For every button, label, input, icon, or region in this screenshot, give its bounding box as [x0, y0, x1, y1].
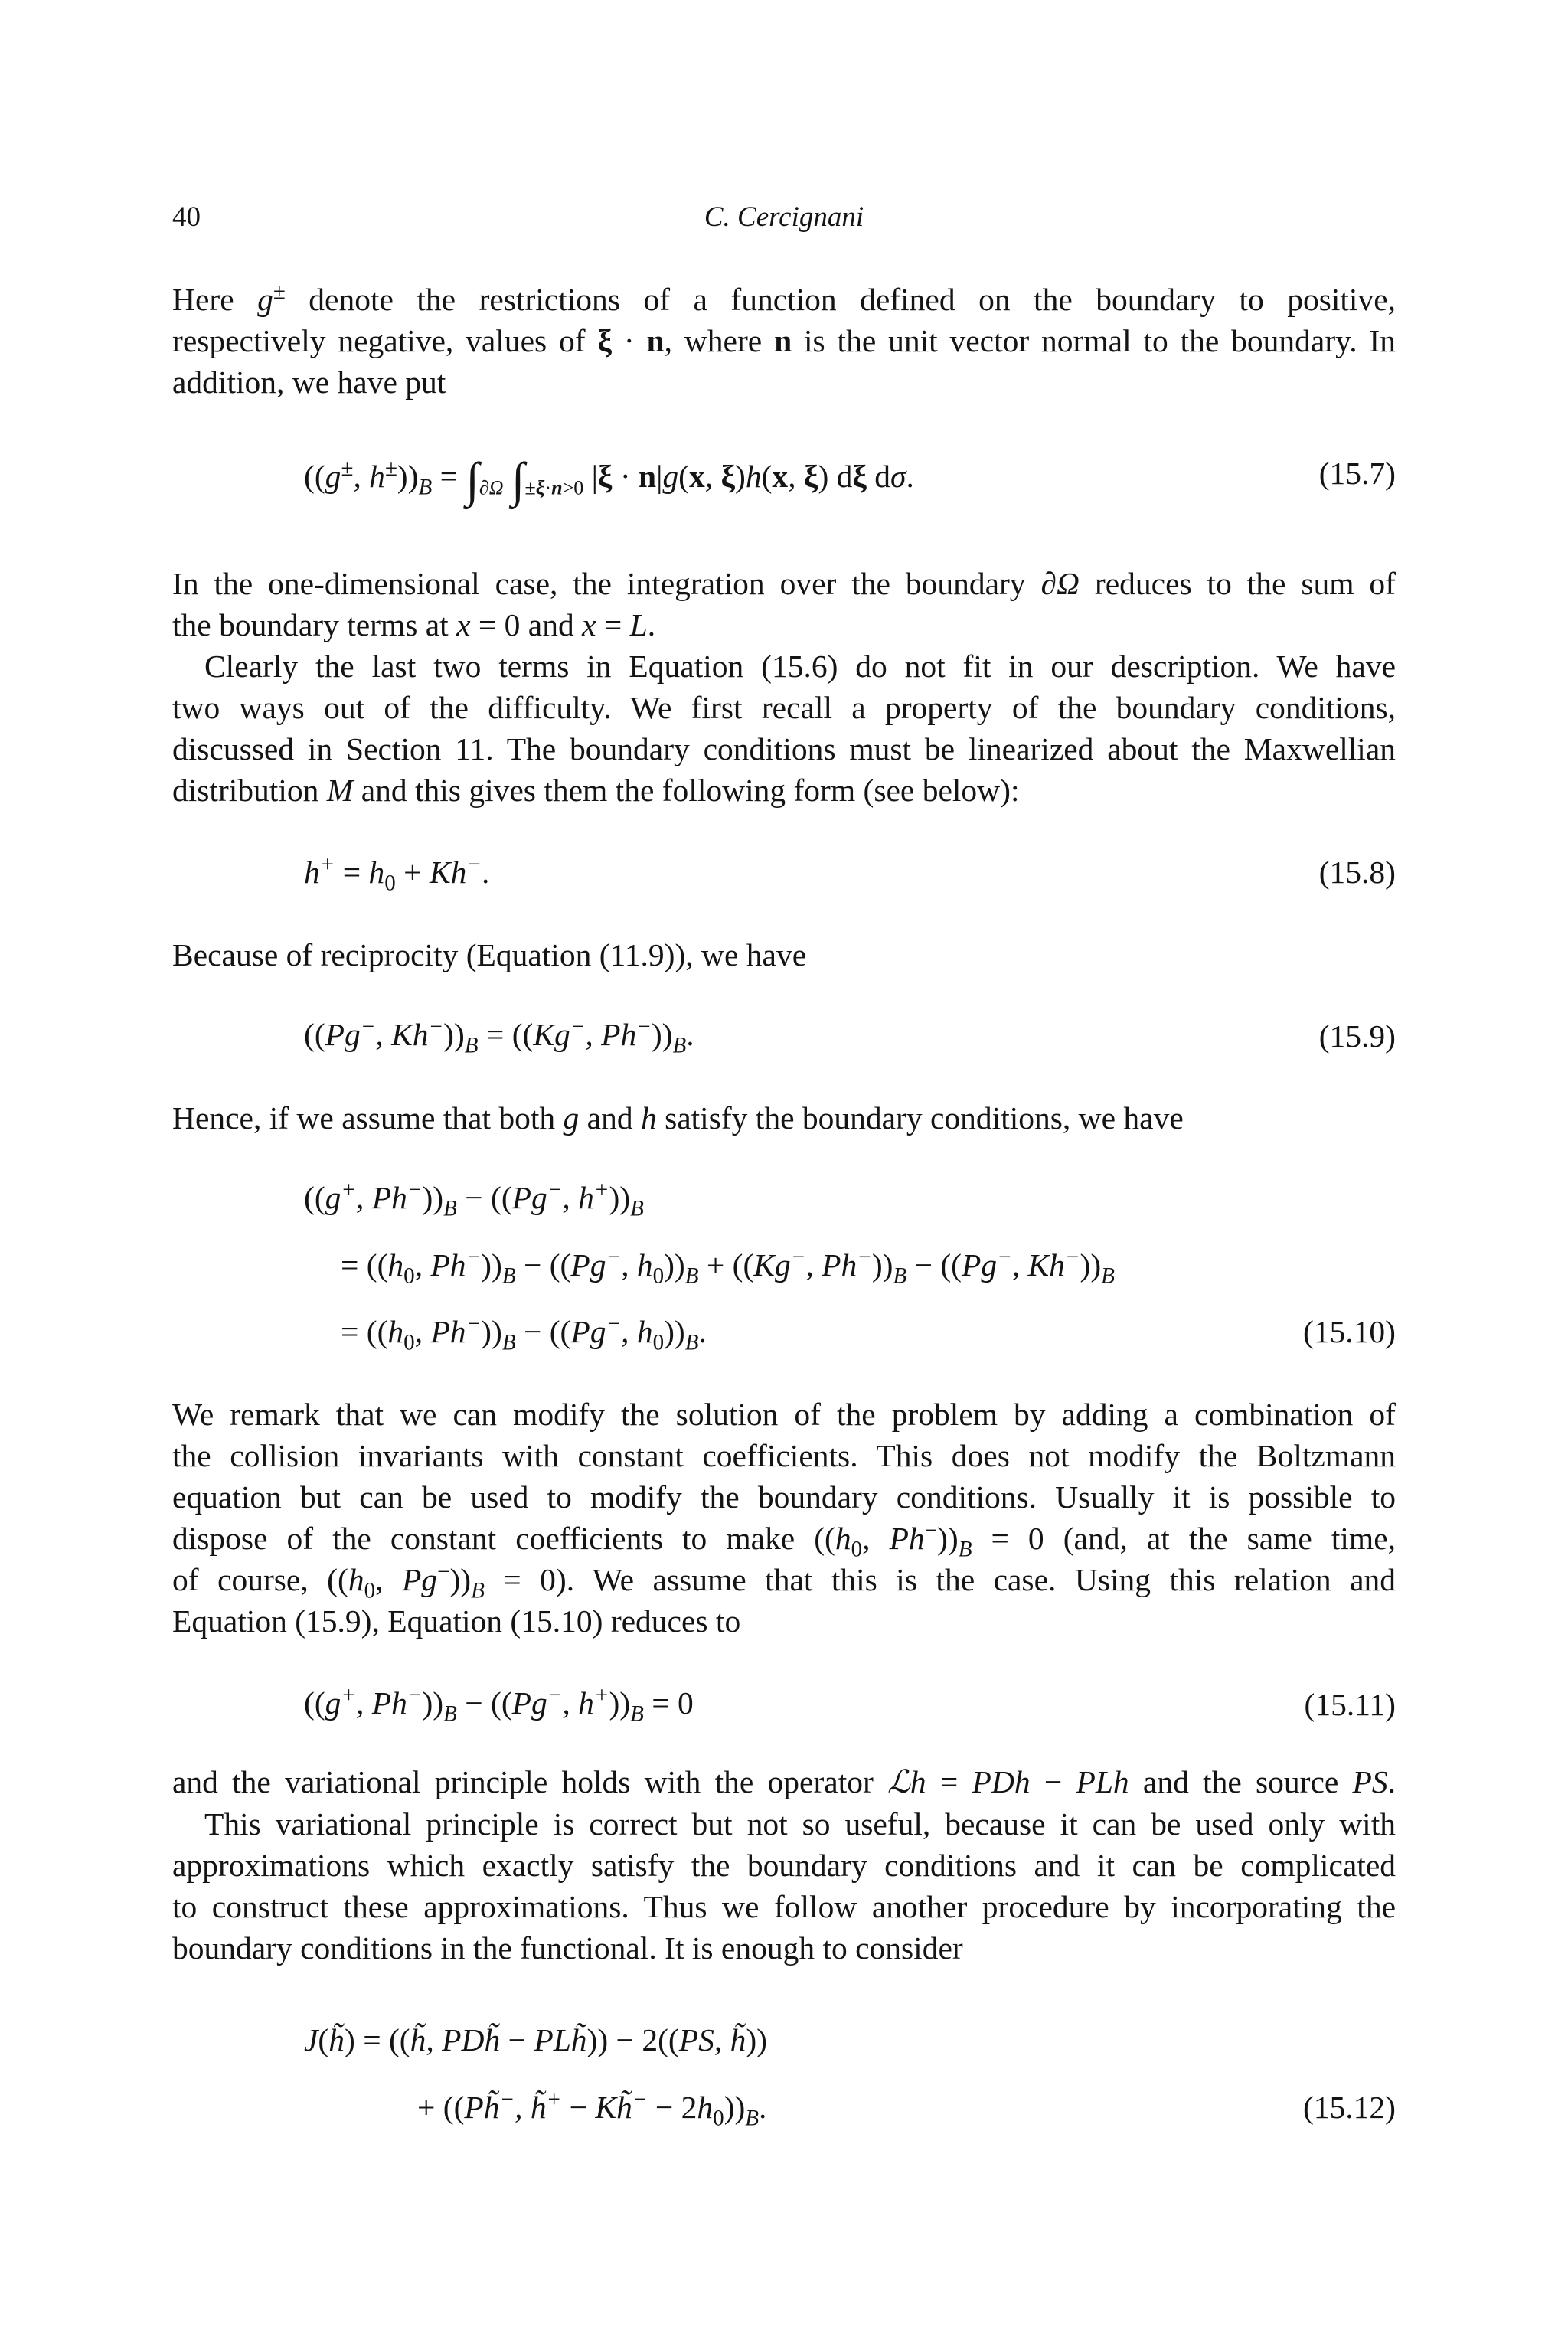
- paragraph-6: [172, 1394, 1396, 1642]
- text-line: We remark that we can modify the solution of the problem by adding a combination of: [172, 1397, 1396, 1432]
- equation-number: (15.11): [1304, 1687, 1396, 1722]
- text-line: In the one-dimensional case, the integration over the boundary ∂Ω reduces to the sum of: [172, 566, 1396, 601]
- equation-number: (15.7): [1318, 456, 1396, 491]
- equation-15-9: [172, 1016, 1396, 1077]
- text-line: distribution M and this gives them the following form (see below):: [172, 773, 1020, 808]
- equation-15-12: [172, 2021, 1396, 2167]
- equation-body: ((g±, $h^\pm))_B = \int_{\partial\Omega}$ $\int_{\pm\xi\cdot n>0}$ |ξ · n|g(x, ξ)h(x, ξ) dξ dσ.: [304, 453, 914, 507]
- equation-number: (15.12): [1302, 2090, 1396, 2125]
- text-line: Equation (15.9), Equation (15.10) reduces to: [172, 1603, 741, 1639]
- equation-line-3: = (($h_0$, $Ph^-))_B - ((Pg^-$, $h_0))_B$.: [341, 1312, 707, 1355]
- paragraph-3: [172, 645, 1396, 811]
- equation-line-2: + ((Ph̃−, h̃+ − Kh̃− − $2h_0))_B$.: [417, 2087, 767, 2131]
- text-line: of course, (($h_0$, $Pg^-))_B = 0$). We assume that this is the case. Using this relation and: [172, 1560, 1396, 1603]
- text-line: Here g± denote the restrictions of a function defined on the boundary to positive,: [172, 279, 1396, 317]
- paragraph-4: [172, 934, 1396, 976]
- text-line: respectively negative, values of ξ · n, where n is the unit vector normal to the boundary. In: [172, 323, 1396, 358]
- text-line: discussed in Section 11. The boundary conditions must be linearized about the Maxwellian: [172, 731, 1396, 766]
- text-line: Because of reciprocity (Equation (11.9)), we have: [172, 937, 807, 972]
- text-line: addition, we have put: [172, 364, 446, 400]
- equation-body: ((Pg−, $Kh^-))_B = ((Kg^-$, $Ph^-))_B$.: [304, 1015, 694, 1058]
- text-line: the boundary terms at x = 0 and x = L.: [172, 607, 656, 642]
- text-line: approximations which exactly satisfy the boundary conditions and it can be complicated: [172, 1848, 1396, 1883]
- equation-number: (15.10): [1302, 1314, 1396, 1349]
- equation-line-1: J(h̃) = ((h̃, PDh̃ − PLh̃)) − 2((PS, h̃)): [304, 2022, 767, 2057]
- paragraph-1: [172, 279, 1396, 403]
- equation-body: $h^+ = h_0 + Kh^-$.: [304, 852, 490, 896]
- text-line: Clearly the last two terms in Equation (15.6) do not fit in our description. We have: [204, 649, 1396, 684]
- equation-line-2: = (($h_0$, $Ph^-))_B - ((Pg^-$, $h_0))_B + ((Kg^-$, $Ph^-))_B - ((Pg^-$, $Kh^-))_B$: [341, 1245, 1115, 1289]
- equation-15-8: [172, 854, 1396, 915]
- page-header: [172, 201, 1396, 247]
- paragraph-7: [172, 1761, 1396, 1802]
- text-line: Hence, if we assume that both g and h satisfy the boundary conditions, we have: [172, 1100, 1184, 1136]
- text-line: to construct these approximations. Thus we follow another procedure by incorporating the: [172, 1889, 1396, 1924]
- text-line: and the variational principle holds with the operator ℒh = PDh − PLh and the source PS.: [172, 1764, 1396, 1799]
- equation-number: (15.9): [1318, 1018, 1396, 1054]
- equation-15-10: [172, 1179, 1396, 1386]
- equation-line-1: ((g+, $Ph^-))_B - ((Pg^-$, $h^+))_B$: [304, 1178, 644, 1221]
- equation-number: (15.8): [1318, 855, 1396, 890]
- text-line: This variational principle is correct but not so useful, because it can be used only with: [204, 1806, 1396, 1842]
- text-line: boundary conditions in the functional. It is enough to consider: [172, 1930, 963, 1966]
- text-line: the collision invariants with constant coefficients. This does not modify the Boltzmann: [172, 1438, 1396, 1473]
- equation-body: ((g+, $Ph^-))_B - ((Pg^-$, $h^+))_B = 0$: [304, 1683, 694, 1727]
- equation-15-11: [172, 1685, 1396, 1746]
- running-head: C. Cercignani: [704, 201, 864, 233]
- text-line: equation but can be used to modify the boundary conditions. Usually it is possible to: [172, 1479, 1396, 1515]
- text-line: two ways out of the difficulty. We first recall a property of the boundary conditions,: [172, 690, 1396, 725]
- paragraph-2: [172, 563, 1396, 645]
- paragraph-8: [172, 1803, 1396, 1969]
- text-line: dispose of the constant coefficients to make (($h_0$, $Ph^-))_B = 0$ (and, at the same time,: [172, 1518, 1396, 1562]
- paragraph-5: [172, 1097, 1396, 1139]
- equation-15-7: [172, 452, 1396, 513]
- page-number: 40: [172, 201, 201, 233]
